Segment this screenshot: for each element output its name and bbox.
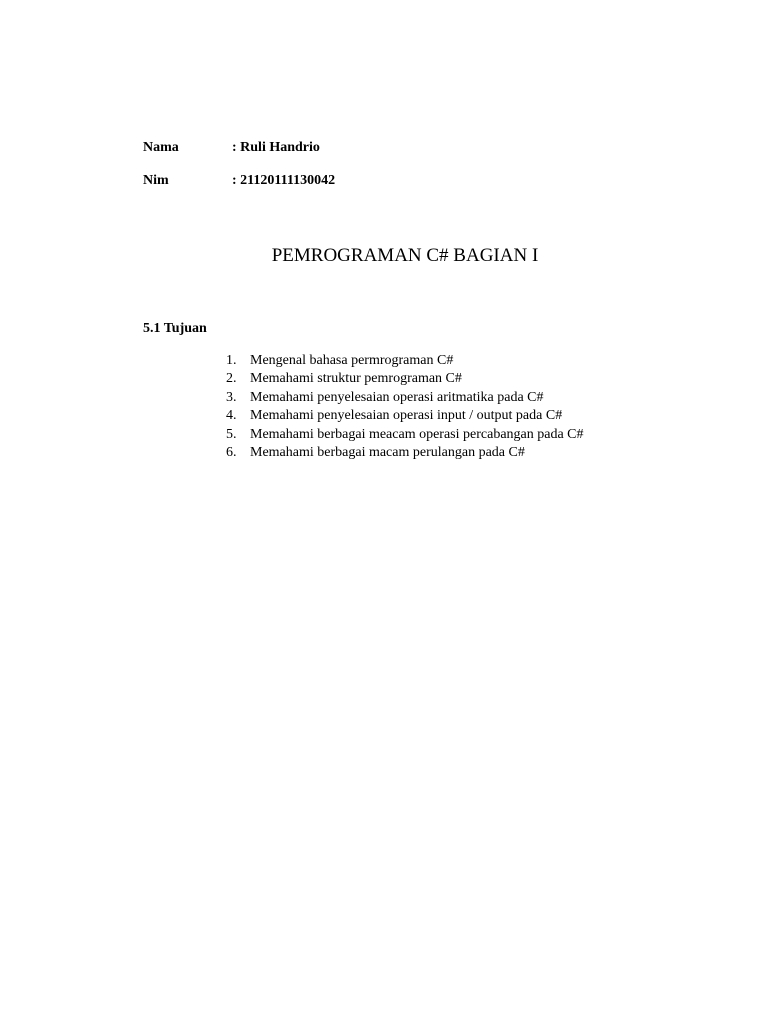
list-item-number: 4. (226, 408, 237, 424)
list-item-number: 2. (226, 371, 237, 387)
nim-value: : 21120111130042 (232, 173, 336, 188)
list-item-text: Memahami penyelesaian operasi aritmatika pada C# (250, 389, 544, 405)
list-item-text: Memahami berbagai meacam operasi percabangan pada C# (250, 426, 584, 442)
name-value: : Ruli Handrio (232, 140, 320, 155)
document-title: PEMROGRAMAN C# BAGIAN I (271, 245, 539, 266)
list-item-number: 6. (226, 444, 237, 460)
list-item-number: 1. (226, 353, 237, 368)
list-item-number: 3. (226, 389, 237, 405)
list-item-number: 5. (226, 426, 237, 442)
nim-label: Nim (143, 173, 169, 188)
list-item-text: Mengenal bahasa permrograman C# (250, 353, 454, 368)
name-label: Nama (143, 140, 179, 155)
list-item-text: Memahami struktur pemrograman C# (250, 371, 462, 387)
section-heading: 5.1 Tujuan (143, 321, 207, 336)
list-item-text: Memahami penyelesaian operasi input / output pada C# (250, 408, 563, 424)
list-item-text: Memahami berbagai macam perulangan pada C# (250, 444, 525, 460)
